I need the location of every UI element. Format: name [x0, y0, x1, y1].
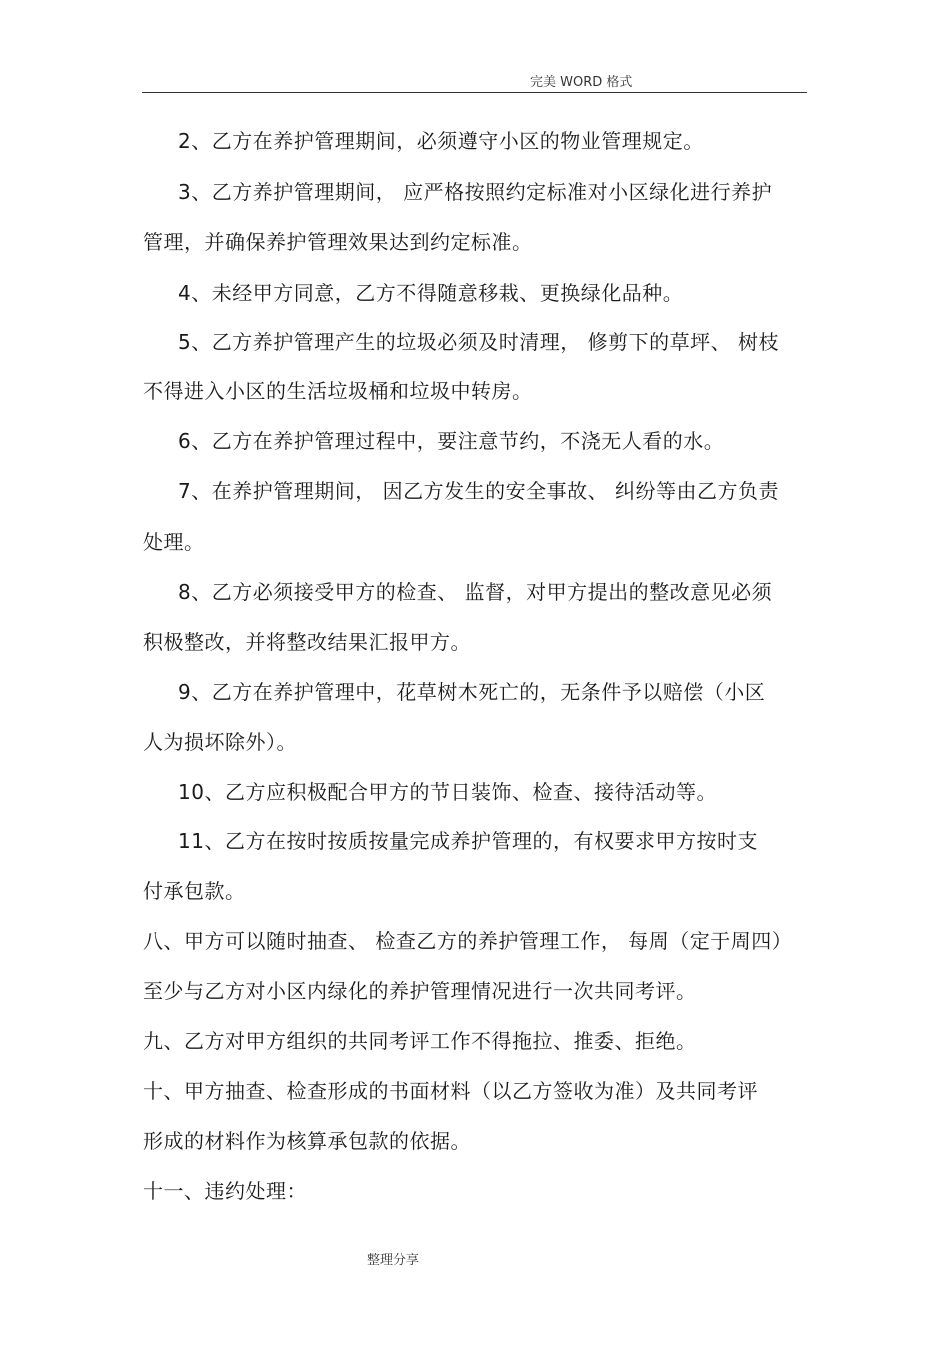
paragraph-line: 7、在养护管理期间， 因乙方发生的安全事故、 纠纷等由乙方负责 — [178, 479, 779, 503]
paragraph-line: 积极整改，并将整改结果汇报甲方。 — [143, 630, 471, 654]
paragraph-line: 十一、违约处理： — [143, 1179, 307, 1203]
paragraph-line: 11、乙方在按时按质按量完成养护管理的，有权要求甲方按时支 — [178, 829, 758, 853]
paragraph-line: 3、乙方养护管理期间， 应严格按照约定标准对小区绿化进行养护 — [178, 180, 773, 204]
page-footer: 整理分享 — [367, 1253, 420, 1268]
paragraph-line: 4、未经甲方同意，乙方不得随意移栽、更换绿化品种。 — [178, 281, 684, 305]
page-header — [142, 70, 807, 93]
paragraph-line: 5、乙方养护管理产生的垃圾必须及时清理， 修剪下的草坪、 树枝 — [178, 330, 779, 354]
paragraph-line: 九、乙方对甲方组织的共同考评工作不得拖拉、推委、拒绝。 — [143, 1029, 697, 1053]
paragraph-line: 管理，并确保养护管理效果达到约定标准。 — [143, 230, 533, 254]
paragraph-line: 10、乙方应积极配合甲方的节日装饰、检查、接待活动等。 — [178, 780, 717, 804]
paragraph-line: 9、乙方在养护管理中，花草树木死亡的，无条件予以赔偿（小区 — [178, 680, 766, 704]
header-title: 完美 WORD 格式 — [530, 75, 633, 90]
paragraph-line: 人为损坏除外）。 — [143, 730, 297, 754]
paragraph-line: 不得进入小区的生活垃圾桶和垃圾中转房。 — [143, 379, 533, 403]
paragraph-line: 至少与乙方对小区内绿化的养护管理情况进行一次共同考评。 — [143, 979, 697, 1003]
paragraph-line: 形成的材料作为核算承包款的依据。 — [143, 1129, 471, 1153]
paragraph-line: 处理。 — [143, 530, 205, 554]
paragraph-line: 6、乙方在养护管理过程中，要注意节约，不浇无人看的水。 — [178, 429, 725, 453]
paragraph-line: 十、甲方抽查、检查形成的书面材料（以乙方签收为准）及共同考评 — [143, 1079, 758, 1103]
paragraph-line: 8、乙方必须接受甲方的检查、 监督，对甲方提出的整改意见必须 — [178, 580, 773, 604]
paragraph-line: 2、乙方在养护管理期间，必须遵守小区的物业管理规定。 — [178, 129, 704, 153]
paragraph-line: 付承包款。 — [143, 879, 246, 903]
paragraph-line: 八、甲方可以随时抽查、 检查乙方的养护管理工作， 每周（定于周四） — [143, 929, 793, 953]
